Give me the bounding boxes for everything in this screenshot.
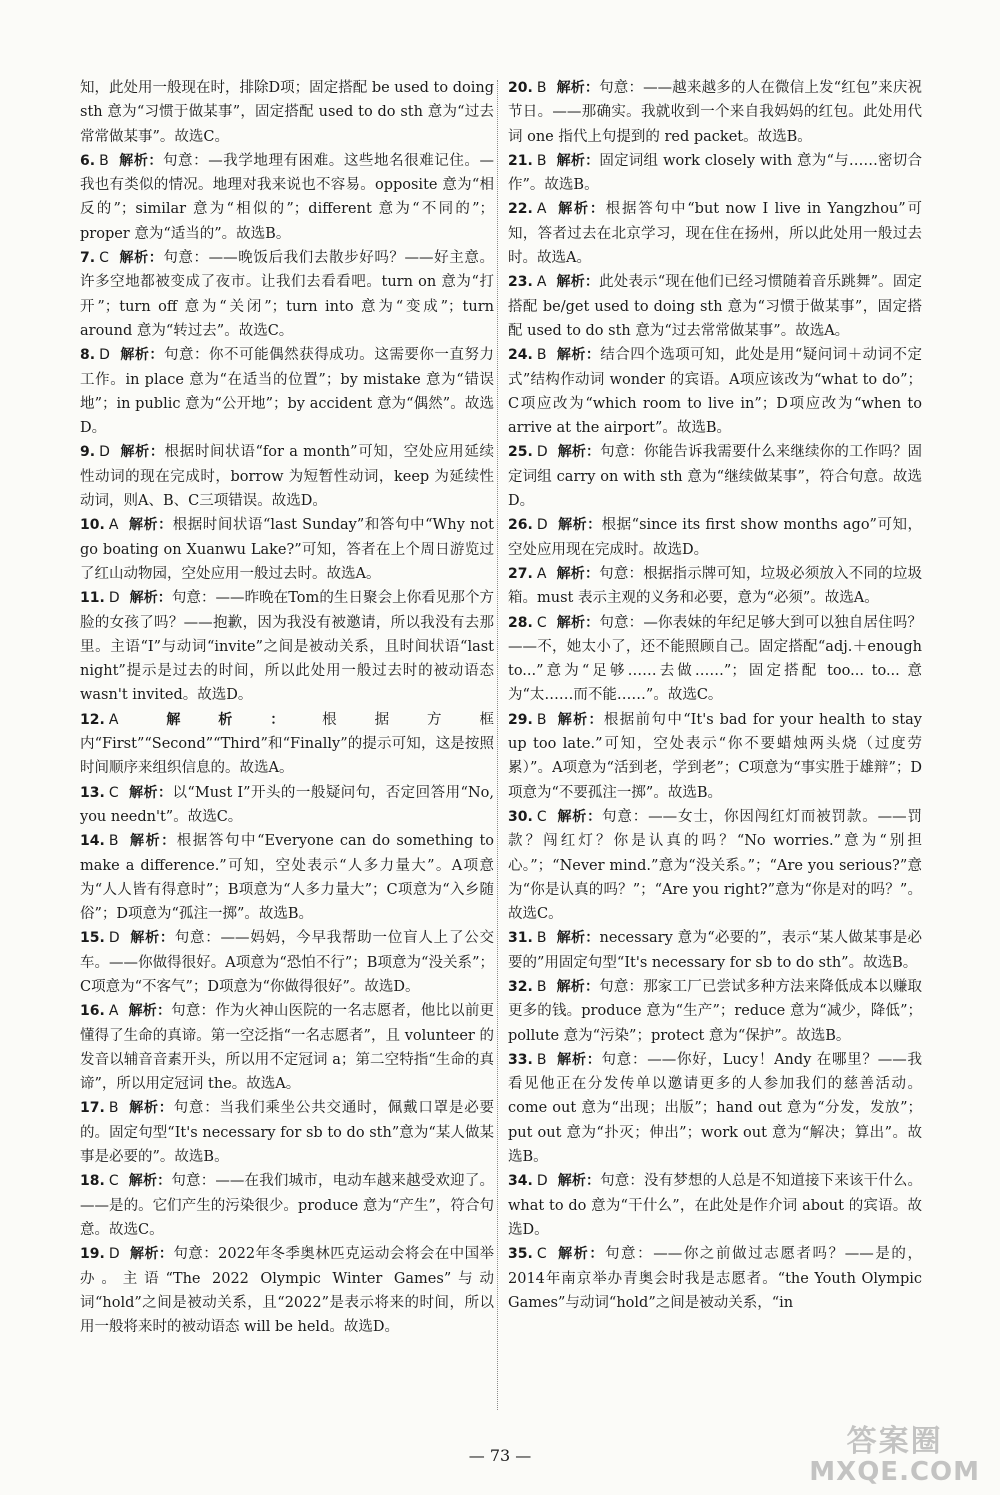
answer-letter: B: [536, 978, 547, 995]
answer-item: [508, 926, 922, 975]
analysis-label: 解析：: [556, 614, 600, 631]
answer-letter: D: [108, 590, 120, 607]
analysis-text: 根据时间状语“last Sunday”和答句中“Why not go boating on Xuanwu Lake?”可知，答者在上个周日游览过了红山动物园，空处应用一般过去时。故选A。: [80, 517, 494, 582]
analysis-text: 句意：根据指示牌可知，垃圾必须放入不同的垃圾箱。must 表示主观的义务和必要，意为“必须”。故选A。: [508, 565, 923, 607]
analysis-label: 解析：: [129, 1246, 174, 1263]
analysis-text: 句意：——女士，你因闯红灯而被罚款。——罚款？闯红灯？你是认真的吗？“No worries.”意为“别担心。”；“Never mind.”意为“没关系。”；“Are you serious?”意为“你是认真的吗？”；“Are you right?”意为“你是对的吗？”。故选C。: [508, 808, 922, 923]
answer-letter: B: [536, 152, 547, 169]
answer-item: [80, 76, 494, 149]
question-number: 11.: [80, 590, 105, 607]
answer-item: [508, 611, 922, 708]
question-number: 27.: [508, 565, 533, 582]
question-number: 23.: [508, 274, 533, 291]
analysis-text: 句意：——妈妈，今早我帮助一位盲人上了公交车。——你做得很好。A项意为“恐怕不行”；B项意为“没关系”；C项意为“不客气”；D项意为“你做得很好”。故选D。: [80, 930, 495, 995]
answer-letter: C: [536, 808, 547, 825]
question-number: 33.: [508, 1051, 533, 1068]
analysis-label: 解析：: [118, 250, 164, 267]
analysis-label: 解析：: [556, 711, 604, 728]
answer-letter: D: [108, 1246, 120, 1263]
answer-item: [508, 343, 922, 440]
analysis-text: 句意：作为火神山医院的一名志愿者，他比以前更懂得了生命的真谛。第一空泛指“一名志愿者”，且 volunteer 的发音以辅音音素开头，所以用不定冠词 a；第二空特指“生命的真谛”，所以用定冠词 the。故选A。: [80, 1003, 495, 1093]
answer-letter: B: [99, 152, 109, 169]
watermark-logo: [809, 1425, 980, 1487]
analysis-label: 解析：: [556, 152, 600, 169]
analysis-label: 解析：: [128, 1100, 174, 1117]
question-number: 9.: [80, 444, 96, 461]
answer-item: [508, 270, 922, 343]
answer-item: [80, 343, 494, 440]
answer-item: [508, 513, 922, 562]
analysis-label: 解析：: [128, 833, 177, 850]
answer-letter: B: [536, 347, 547, 364]
right-column: [508, 76, 922, 1315]
watermark-bottom: MXQE.COM: [809, 1457, 980, 1488]
answer-item: [508, 975, 922, 1048]
analysis-text: 结合四个选项可知，此处是用“疑问词＋动词不定式”结构作动词 wonder 的宾语。A项应该改为“what to do”；C项应改为“which room to live in”；D项应改为“when to arrive at the airport”。故选B。: [508, 347, 922, 437]
answer-item: [80, 1242, 494, 1339]
answer-letter: B: [536, 930, 547, 947]
question-number: 15.: [80, 930, 105, 947]
answer-item: [80, 999, 494, 1096]
analysis-text: 知，此处用一般现在时，排除D项；固定搭配 be used to doing sth 意为“习惯于做某事”，固定搭配 used to do sth 意为“过去常常做某事”。故选C。: [80, 80, 494, 145]
analysis-label: 解析：: [128, 1003, 172, 1020]
answer-item: [80, 149, 494, 246]
answer-item: [80, 1096, 494, 1169]
analysis-label: 解析：: [129, 930, 175, 947]
question-number: 17.: [80, 1100, 105, 1117]
question-number: 10.: [80, 517, 105, 534]
analysis-label: 解析：: [556, 978, 600, 995]
answer-item: [508, 1048, 922, 1169]
question-number: 30.: [508, 808, 533, 825]
answer-item: [508, 1169, 922, 1242]
analysis-text: 句意：——在我们城市，电动车越来越受欢迎了。——是的。它们产生的污染很少。produce 意为“产生”，符合句意。故选C。: [80, 1173, 494, 1238]
answer-item: [508, 440, 922, 513]
answer-letter: C: [536, 1246, 547, 1263]
question-number: 28.: [508, 614, 533, 631]
analysis-label: 解析：: [556, 347, 601, 364]
answer-letter: A: [108, 517, 119, 534]
answer-letter: D: [536, 1173, 548, 1190]
analysis-label: 解析：: [129, 590, 172, 607]
answer-item: [80, 246, 494, 343]
analysis-text: 句意：2022年冬季奥林匹克运动会将会在中国举办。主语“The 2022 Olympic Winter Games”与动词“hold”之间是被动关系，且“2022”是表示将来的时间，所以用一般将来时的被动语态 will be held。故选D。: [80, 1246, 495, 1336]
answer-letter: C: [536, 614, 547, 631]
answer-letter: D: [536, 444, 548, 461]
analysis-text: 根据前句中“It's bad for your health to stay up too late.”可知，空处表示“你不要蜡烛两头烧（过度劳累）”。A项意为“活到老，学到老”；C项意为“事实胜于雄辩”；D项意为“不要孤注一掷”。故选B。: [508, 711, 922, 801]
analysis-text: 句意：—你表妹的年纪足够大到可以独自居住吗？——不，她太小了，还不能照顾自己。固定搭配“adj.＋enough to...”意为“足够……去做……”；固定搭配 too... to... 意为“太……而不能……”。故选C。: [508, 614, 923, 704]
analysis-label: 解析：: [128, 784, 173, 801]
answer-letter: C: [108, 784, 119, 801]
analysis-text: 句意：你不可能偶然获得成功。这需要你一直努力工作。in place 意为“在适当的位置”；by mistake 意为“错误地”；in public 意为“公开地”；by accident 意为“偶然”。故选D。: [80, 347, 495, 437]
answer-item: [80, 586, 494, 707]
question-number: 31.: [508, 930, 533, 947]
answer-item: [508, 1242, 922, 1315]
analysis-label: 解析：: [556, 1246, 605, 1263]
answer-letter: C: [99, 250, 109, 267]
question-number: 19.: [80, 1246, 105, 1263]
analysis-label: 解析：: [119, 347, 164, 364]
question-number: 32.: [508, 978, 533, 995]
analysis-label: 解析：: [556, 201, 606, 218]
question-number: 8.: [80, 347, 96, 364]
analysis-text: 根据答句中“Everyone can do something to make a difference.”可知，空处表示“人多力量大”。A项意为“人人皆有得意时”；B项意为“人多力量大”；C项意为“入乡随俗”；D项意为“孤注一掷”。故选B。: [80, 833, 495, 923]
question-number: 26.: [508, 517, 533, 534]
analysis-text: 根据方框内“First”“Second”“Third”和“Finally”的提示可知，这是按照时间顺序来组织信息的。故选A。: [80, 711, 495, 777]
analysis-text: 句意：当我们乘坐公共交通时，佩戴口罩是必要的。固定句型“It's necessary for sb to do sth”意为“某人做某事是必要的”。故选B。: [80, 1100, 495, 1166]
answer-letter: C: [108, 1173, 119, 1190]
question-number: 12.: [80, 711, 105, 728]
column-divider: [497, 80, 498, 1410]
question-number: 16.: [80, 1003, 105, 1020]
answer-letter: B: [536, 1051, 547, 1068]
answer-item: [80, 440, 494, 513]
analysis-text: 句意：你能告诉我需要什么来继续你的工作吗？固定词组 carry on with sth 意为“继续做某事”，符合句意。故选D。: [508, 444, 922, 510]
answer-letter: B: [536, 80, 547, 96]
answer-item: [508, 562, 922, 611]
analysis-text: 句意：——昨晚在Tom的生日聚会上你看见那个方脸的女孩了吗？——抱歉，因为我没有被邀请，所以我没有去那里。主语“I”与动词“invite”之间是被动关系，且时间状语“last night”提示是过去的时间，所以此处用一般过去时的被动语态 wasn't invited。故选D。: [80, 590, 495, 704]
answer-letter: D: [99, 444, 110, 461]
answer-letter: D: [536, 517, 548, 534]
analysis-label: 解析：: [556, 274, 600, 291]
question-number: 13.: [80, 784, 105, 801]
question-number: 14.: [80, 833, 105, 850]
question-number: 20.: [508, 80, 533, 96]
analysis-label: 解析：: [118, 152, 163, 169]
question-number: 24.: [508, 347, 533, 364]
answer-item: [80, 926, 494, 999]
analysis-text: 固定词组 work closely with 意为“与……密切合作”。故选B。: [508, 152, 923, 194]
analysis-label: 解析：: [556, 1051, 602, 1068]
watermark-top: 答案圈: [846, 1424, 943, 1460]
question-number: 6.: [80, 152, 96, 169]
analysis-label: 解析：: [119, 444, 165, 461]
analysis-text: 根据时间状语“for a month”可知，空处应用延续性动词的现在完成时，borrow 为短暂性动词，keep 为延续性动词，则A、B、C三项错误。故选D。: [80, 444, 495, 510]
analysis-label: 解析：: [556, 565, 600, 582]
question-number: 29.: [508, 711, 533, 728]
answer-item: [508, 197, 922, 270]
question-number: 35.: [508, 1246, 533, 1263]
analysis-text: 句意：—我学地理有困难。这些地名很难记住。—我也有类似的情况。地理对我来说也不容易。opposite 意为“相反的”；similar 意为“相似的”；different 意为“不同的”；proper 意为“适当的”。故选B。: [80, 152, 495, 242]
analysis-label: 解析：: [557, 444, 601, 461]
analysis-text: 句意：没有梦想的人总是不知道接下来该干什么。what to do 意为“干什么”，在此处是作介词 about 的宾语。故选D。: [508, 1173, 922, 1238]
answer-letter: A: [536, 201, 547, 218]
analysis-label: 解析：: [557, 517, 602, 534]
answer-letter: A: [108, 1003, 119, 1020]
question-number: 25.: [508, 444, 533, 461]
analysis-text: 根据答句中“but now I live in Yangzhou”可知，答者过去在北京学习，现在住在扬州，所以此处用一般过去时。故选A。: [508, 201, 922, 267]
analysis-text: 以“Must I”开头的一般疑问句，否定回答用“No, you needn't”。故选C。: [80, 784, 494, 825]
analysis-label: 解析：: [128, 517, 173, 534]
question-number: 21.: [508, 152, 533, 169]
analysis-label: 解析：: [556, 808, 603, 825]
answer-letter: A: [108, 711, 119, 728]
analysis-label: 解析：: [557, 1173, 601, 1190]
answer-letter: A: [536, 565, 547, 582]
answer-letter: B: [108, 833, 119, 850]
answer-item: [508, 708, 922, 805]
answer-item: [80, 513, 494, 586]
question-number: 22.: [508, 201, 533, 218]
question-number: 7.: [80, 250, 96, 267]
answer-letter: A: [536, 274, 547, 291]
question-number: 18.: [80, 1173, 105, 1190]
analysis-text: 根据“since its first show months ago”可知，空处应用现在完成时。故选D。: [508, 517, 922, 558]
analysis-label: 解析：: [128, 1173, 172, 1190]
answer-item: [508, 805, 922, 926]
answer-item: [80, 708, 494, 781]
answer-letter: D: [108, 930, 120, 947]
question-number: 34.: [508, 1173, 533, 1190]
answer-letter: D: [99, 347, 110, 364]
left-column: [80, 76, 494, 1339]
analysis-label: 解析：: [556, 930, 600, 947]
analysis-text: 句意：——越来越多的人在微信上发“红包”来庆祝节日。——那确实。我就收到一个来自我妈妈的红包。此处用代词 one 指代上句提到的 red packet。故选B。: [508, 80, 923, 145]
answer-letter: B: [536, 711, 547, 728]
answer-item: [80, 781, 494, 830]
analysis-label: 解析：: [556, 80, 600, 96]
page-number: — 73 —: [468, 1446, 532, 1465]
analysis-text: 此处表示“现在他们已经习惯随着音乐跳舞”。固定搭配 be/get used to doing sth 意为“习惯于做某事”，固定搭配 used to do sth 意为“过去常常做某事”。故选A。: [508, 274, 923, 339]
analysis-text: necessary 意为“必要的”，表示“某人做某事是必要的”用固定句型“It's necessary for sb to do sth”。故选B。: [508, 930, 923, 971]
answer-item: [80, 829, 494, 926]
answer-letter: B: [108, 1100, 119, 1117]
answer-item: [508, 76, 922, 149]
analysis-text: 句意：——你好，Lucy！Andy 在哪里？——我看见他正在分发传单以邀请更多的人参加我们的慈善活动。come out 意为“出现；出版”；hand out 意为“分发，发放”；put out 意为“扑灭；伸出”；work out 意为“解决；算出”。故选B。: [508, 1051, 923, 1166]
answer-item: [80, 1169, 494, 1242]
analysis-label: 解析：: [128, 711, 323, 728]
page-number-value: 73: [489, 1446, 511, 1465]
analysis-text: 句意：——晚饭后我们去散步好吗？——好主意。许多空地都被变成了夜市。让我们去看看吧。turn on 意为“打开”；turn off 意为“关闭”；turn into 意为“变成”；turn around 意为“转过去”。故选C。: [80, 250, 495, 339]
analysis-text: 句意：——你之前做过志愿者吗？——是的，2014年南京举办青奥会时我是志愿者。“the Youth Olympic Games”与动词“hold”之间是被动关系，“in: [508, 1246, 923, 1311]
answer-item: [508, 149, 922, 198]
analysis-text: 句意：那家工厂已尝试多种方法来降低成本以赚取更多的钱。produce 意为“生产”；reduce 意为“减少，降低”；pollute 意为“污染”；protect 意为“保护”。故选B。: [508, 978, 922, 1044]
